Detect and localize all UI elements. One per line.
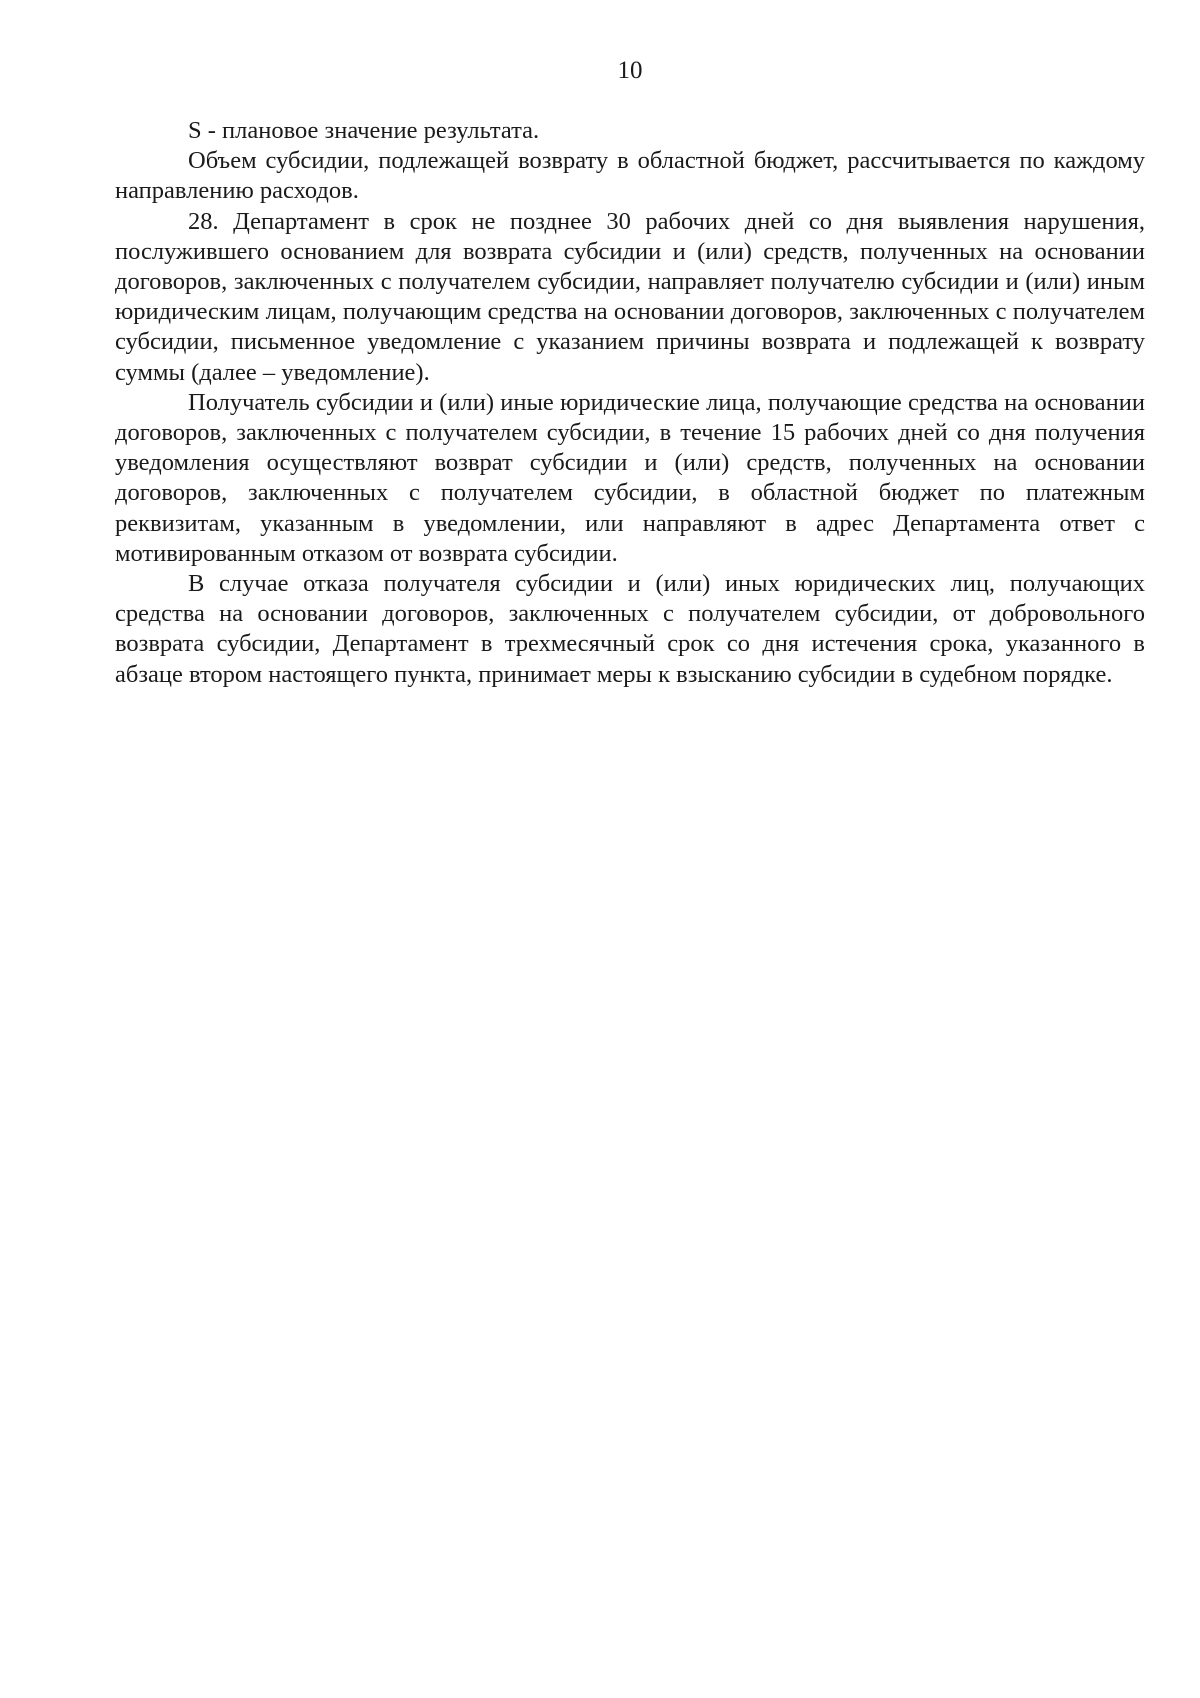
paragraph: 28. Департамент в срок не позднее 30 рабочих дней со дня выявления нарушения, послужившего основанием для возврата субсидии и (или) средств, полученных на основании договоров, заключенных с получателем субсидии, направляет получателю субсидии и (или) иным юридическим лицам, получающим средства на основании договоров, заключенных с получателем субсидии, письменное уведомление с указанием причины возврата и подлежащей к возврату суммы (далее – уведомление). (115, 207, 1145, 386)
paragraph: Получатель субсидии и (или) иные юридические лица, получающие средства на основании договоров, заключенных с получателем субсидии, в течение 15 рабочих дней со дня получения уведомления осуществляют возврат субсидии и (или) средств, полученных на основании договоров, заключенных с получателем субсидии, в областной бюджет по платежным реквизитам, указанным в уведомлении, или направляют в адрес Департамента ответ с мотивированным отказом от возврата субсидии. (115, 388, 1145, 567)
page-number: 10 (617, 57, 643, 84)
paragraph: В случае отказа получателя субсидии и (или) иных юридических лиц, получающих средства на основании договоров, заключенных с получателем субсидии, от добровольного возврата субсидии, Департамент в трехмесячный срок со дня истечения срока, указанного в абзаце втором настоящего пункта, принимает меры к взысканию субсидии в судебном порядке. (115, 570, 1145, 688)
document-body (115, 116, 1145, 690)
paragraph: S - плановое значение результата. (188, 117, 540, 144)
paragraph: Объем субсидии, подлежащей возврату в областной бюджет, рассчитывается по каждому направлению расходов. (115, 147, 1145, 205)
